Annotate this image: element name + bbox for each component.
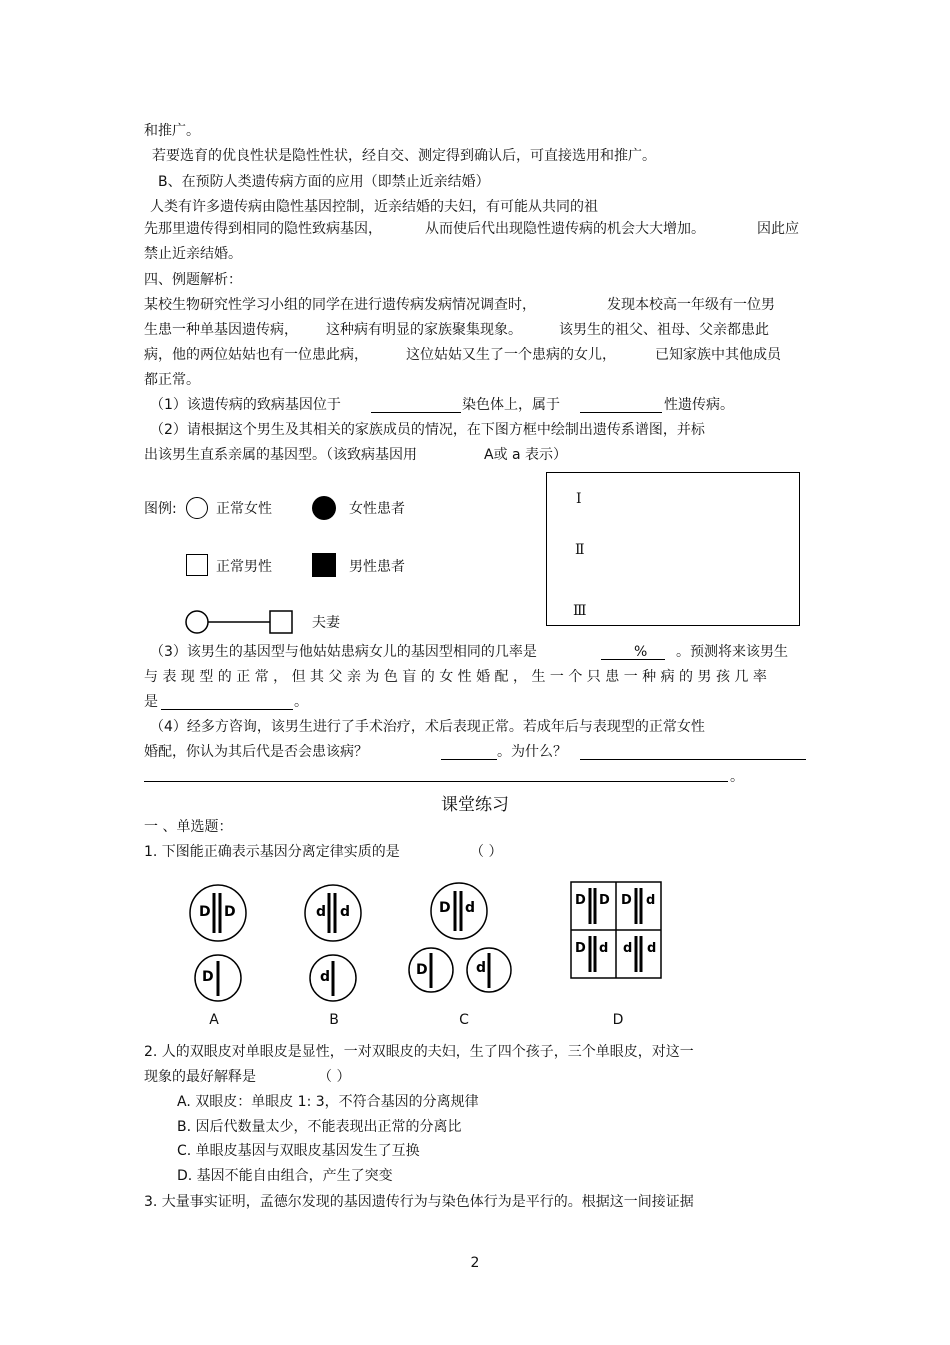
question-text: 出该男生直系亲属的基因型。（该致病基因用 [144, 447, 417, 463]
allele-label: d [316, 904, 327, 920]
allele-label: D [416, 962, 428, 978]
allele-label: D [575, 941, 586, 956]
question-text: 染色体上，属于 [462, 397, 560, 413]
answer-blank[interactable] [161, 709, 293, 710]
legend-label: 正常女性 [216, 501, 272, 517]
subsection-heading: 一 、单选题： [144, 819, 233, 835]
text-line: 某校生物研究性学习小组的同学在进行遗传病发病情况调查时， [144, 297, 536, 313]
answer-blank[interactable] [371, 412, 461, 413]
allele-label: D [575, 893, 586, 908]
allele-label: d [646, 893, 656, 908]
allele-label: d [476, 960, 487, 976]
legend-label: 女性患者 [349, 501, 405, 517]
legend-label: 正常男性 [216, 559, 272, 575]
question-text: 2. 人的双眼皮对单眼皮是显性，一对双眼皮的夫妇，生了四个孩子，三个单眼皮，对这一 [144, 1044, 694, 1060]
cell-diagram-a [185, 883, 250, 1003]
allele-label: d [599, 941, 609, 956]
allele-label: d [340, 904, 351, 920]
text-line: 该男生的祖父、祖母、父亲都患此 [559, 322, 769, 338]
cell-diagram-b [300, 883, 365, 1003]
option-label: A [209, 1012, 219, 1028]
text-line: 这种病有明显的家族聚集现象。 [326, 322, 522, 338]
normal-male-icon [186, 554, 208, 576]
section-heading: 四、例题解析： [144, 272, 242, 288]
pedigree-drawing-box[interactable] [546, 472, 800, 626]
generation-label: Ⅰ [576, 491, 582, 507]
text-line: 都正常。 [144, 372, 200, 388]
answer-paren: （ ） [470, 844, 503, 860]
text-line: 生患一种单基因遗传病， [144, 322, 298, 338]
couple-icon [184, 607, 296, 637]
page-number: 2 [470, 1255, 480, 1271]
text-line: 已知家族中其他成员 [655, 347, 781, 363]
question-text: 。为什么？ [497, 744, 567, 760]
allele-label: d [320, 969, 331, 985]
text-line: 这位姑姑又生了一个患病的女儿， [406, 347, 616, 363]
option-label: C [459, 1012, 469, 1028]
option-text: D. 基因不能自由组合，产生了突变 [177, 1168, 393, 1184]
question-text: 3. 大量事实证明，孟德尔发现的基因遗传行为与染色体行为是平行的。根据这一间接证据 [144, 1194, 694, 1210]
answer-blank[interactable] [144, 781, 728, 782]
female-patient-icon [312, 496, 336, 520]
answer-blank[interactable] [580, 759, 806, 760]
question-text: 与 表 现 型 的 正 常 ， 但 其 父 亲 为 色 盲 的 女 性 婚 配 ， 生 一 个 只 患 一 种 病 的 男 孩 几 率 [144, 669, 767, 685]
allele-label: D [224, 904, 236, 920]
text-line: 若要选育的优良性状是隐性性状，经自交、测定得到确认后，可直接选用和推广。 [152, 148, 656, 164]
answer-blank[interactable] [580, 412, 662, 413]
question-text: （1）该遗传病的致病基因位于 [150, 397, 341, 413]
generation-label: Ⅲ [573, 603, 587, 619]
generation-label: Ⅱ [575, 542, 585, 558]
text-line: 人类有许多遗传病由隐性基因控制，近亲结婚的夫妇，有可能从共同的祖 [150, 199, 598, 215]
normal-female-icon [186, 497, 208, 519]
cell-diagram-d [569, 880, 663, 980]
allele-label: D [202, 969, 214, 985]
text-line: 发现本校高一年级有一位男 [607, 297, 775, 313]
cell-diagram-c [405, 878, 517, 1000]
option-text: C. 单眼皮基因与双眼皮基因发生了互换 [177, 1143, 420, 1159]
question-text: （4）经多方咨询，该男生进行了手术治疗，术后表现正常。若成年后与表现型的正常女性 [150, 719, 705, 735]
legend-label: 男性患者 [349, 559, 405, 575]
allele-label: D [599, 893, 610, 908]
answer-blank[interactable] [601, 659, 665, 660]
question-text: 现象的最好解释是 [144, 1069, 256, 1085]
legend-title: 图例: [144, 501, 177, 517]
text-line: 禁止近亲结婚。 [144, 246, 242, 262]
question-text: 是 [144, 694, 158, 710]
question-text: 。预测将来该男生 [676, 644, 788, 660]
text-line: 先那里遗传得到相同的隐性致病基因， [144, 221, 382, 237]
question-text: 。 [294, 694, 308, 710]
allele-label: d [623, 941, 633, 956]
option-text: B. 因后代数量太少，不能表现出正常的分离比 [177, 1119, 462, 1135]
allele-label: d [647, 941, 657, 956]
question-text: （3）该男生的基因型与他姑姑患病女儿的基因型相同的几率是 [150, 644, 537, 660]
option-text: A. 双眼皮：单眼皮 1: 3，不符合基因的分离规律 [177, 1094, 479, 1110]
allele-label: d [465, 900, 476, 916]
question-text: 1. 下图能正确表示基因分离定律实质的是 [144, 844, 400, 860]
text-line: 和推广。 [144, 123, 200, 139]
legend-label: 夫妻 [312, 615, 340, 631]
question-text: 婚配，你认为其后代是否会患该病？ [144, 744, 368, 760]
allele-label: D [621, 893, 632, 908]
section-title: 课堂练习 [441, 795, 509, 815]
answer-blank[interactable] [441, 759, 497, 760]
male-patient-icon [312, 553, 336, 577]
text-line: 从而使后代出现隐性遗传病的机会大大增加。 [425, 221, 705, 237]
option-label: B [329, 1012, 339, 1028]
option-label: D [612, 1012, 624, 1028]
allele-label: D [199, 904, 211, 920]
question-text: （2）请根据这个男生及其相关的家族成员的情况，在下图方框中绘制出遗传系谱图，并标 [150, 422, 705, 438]
allele-label: D [439, 900, 451, 916]
text-line: 病，他的两位姑姑也有一位患此病， [144, 347, 368, 363]
answer-paren: （ ） [318, 1069, 351, 1085]
question-text: 性遗传病。 [664, 397, 734, 413]
question-text: 。 [730, 769, 744, 785]
text-line: 因此应 [757, 221, 799, 237]
percent-sign: % [634, 644, 648, 660]
section-heading: B、在预防人类遗传病方面的应用（即禁止近亲结婚） [158, 174, 490, 190]
question-text: A或 a 表示） [484, 447, 568, 463]
